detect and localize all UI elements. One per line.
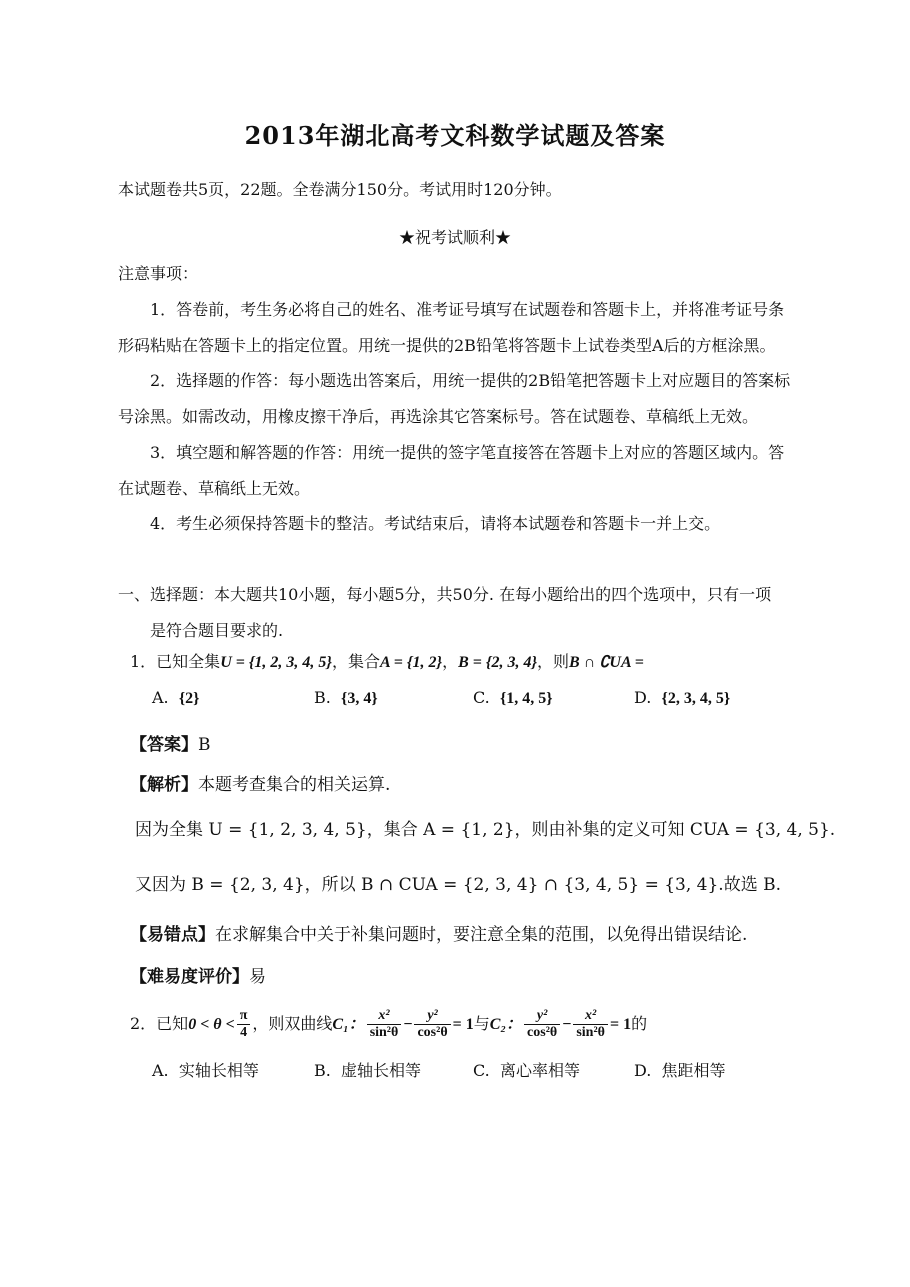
blessing-text: ★祝考试顺利★ (398, 228, 511, 247)
fraction-denominator: sin²θ (576, 1025, 605, 1040)
q1-expression: B ∩ ∁UA = (569, 654, 644, 671)
option-label: C. (473, 1061, 490, 1080)
q2-fraction-2 (414, 1008, 450, 1041)
option-label: A. (152, 688, 169, 707)
question-2-stem (130, 1004, 647, 1045)
q1-option-b[interactable] (314, 688, 378, 708)
option-label: C. (473, 688, 490, 707)
note-2-line-2: 号涂黑。如需改动，用橡皮擦干净后，再选涂其它答案标号。答在试题卷、草稿纸上无效。 (118, 407, 759, 426)
page-title: 2013年湖北高考文科数学试题及答案 (244, 121, 666, 150)
note-4-line-1: 4．考生必须保持答题卡的整洁。考试结束后，请将本试题卷和答题卡一并上交。 (150, 514, 721, 533)
q1-set-b: B = {2, 3, 4} (458, 654, 538, 671)
fraction-denominator: cos²θ (417, 1025, 448, 1040)
fraction-numerator: y² (414, 1008, 450, 1025)
option-value: 实轴长相等 (178, 1061, 259, 1080)
q2-fraction-1 (367, 1008, 402, 1041)
option-value: {1, 4, 5} (499, 690, 553, 707)
q2-condition-fraction (237, 1008, 251, 1041)
fraction-numerator: x² (367, 1008, 402, 1025)
q2-option-b[interactable] (314, 1058, 421, 1081)
q2-option-a[interactable] (152, 1058, 259, 1081)
q2-with: 与 (473, 1014, 490, 1033)
note-3-line-2: 在试题卷、草稿纸上无效。 (118, 479, 311, 498)
q2-mid1: ，则双曲线 (252, 1014, 333, 1033)
intro-text: 本试题卷共5页，22题。全卷满分150分。考试用时120分钟。 (118, 180, 562, 199)
q2-condition: 0 < θ < (188, 1016, 235, 1033)
option-label: D. (634, 1061, 652, 1080)
fraction-numerator: y² (524, 1008, 560, 1025)
q1-mid1: ，集合 (332, 652, 381, 671)
option-label: D. (634, 688, 652, 707)
fraction-denominator: cos²θ (527, 1025, 558, 1040)
q1-prefix: 1．已知全集 (130, 652, 221, 671)
note-3-line-1: 3．填空题和解答题的作答：用统一提供的签字笔直接答在答题卡上对应的答题区域内。答 (150, 443, 785, 462)
option-label: B. (314, 688, 331, 707)
difficulty-text: 易 (249, 967, 266, 987)
option-value: 离心率相等 (499, 1061, 580, 1080)
q1-answer (130, 730, 211, 755)
q2-option-d[interactable] (634, 1058, 726, 1081)
equals-one: = 1 (452, 1016, 474, 1033)
fraction-numerator: x² (573, 1008, 608, 1025)
minus-sign: − (562, 1016, 572, 1033)
analysis-tag: 【解析】 (130, 775, 198, 795)
option-label: A. (152, 1061, 169, 1080)
answer-value: B (198, 735, 211, 755)
difficulty-tag: 【难易度评价】 (130, 967, 249, 987)
q2-option-c[interactable] (473, 1058, 580, 1081)
q2-fraction-4 (573, 1008, 608, 1041)
section-heading-line-2: 是符合题目要求的. (150, 621, 284, 640)
pitfall-tag: 【易错点】 (130, 925, 215, 945)
option-value: 焦距相等 (661, 1061, 726, 1080)
fraction-denominator: 4 (240, 1025, 248, 1040)
q1-universal-set: U = {1, 2, 3, 4, 5} (220, 654, 332, 671)
answer-tag: 【答案】 (130, 735, 198, 755)
option-value: {2} (178, 690, 200, 707)
option-label: B. (314, 1061, 331, 1080)
q1-difficulty (130, 962, 266, 987)
q1-option-c[interactable] (473, 688, 553, 708)
option-value: 虚轴长相等 (341, 1061, 422, 1080)
analysis-text: 本题考查集合的相关运算. (198, 775, 391, 795)
q1-solution-line-1: 因为全集 U = {1, 2, 3, 4, 5}，集合 A = {1, 2}，则由补集的定义可知 CUA = {3, 4, 5}. (135, 820, 836, 840)
fraction-denominator: sin²θ (369, 1025, 399, 1040)
q1-option-d[interactable] (634, 688, 730, 708)
option-value: {2, 3, 4, 5} (661, 690, 731, 707)
section-heading-line-1: 一、选择题：本大题共10小题，每小题5分，共50分. 在每小题给出的四个选项中，只有一项 (118, 585, 772, 604)
q1-set-a: A = {1, 2} (380, 654, 443, 671)
q2-curve-c1: C₁： (332, 1016, 365, 1033)
note-2-line-1: 2．选择题的作答：每小题选出答案后，用统一提供的2B铅笔把答题卡上对应题目的答案标 (150, 371, 791, 390)
fraction-numerator: π (237, 1008, 251, 1025)
q1-analysis (130, 770, 390, 795)
notice-heading: 注意事项： (118, 264, 199, 283)
q1-option-a[interactable] (152, 688, 199, 708)
q2-curve-c2: C₂： (489, 1016, 523, 1033)
equals-one: = 1 (609, 1016, 632, 1033)
q1-mid3: ，则 (537, 652, 570, 671)
question-1-stem (130, 652, 644, 673)
option-value: {3, 4} (341, 690, 378, 707)
q2-tail: 的 (631, 1014, 648, 1033)
note-1-line-1: 1．答卷前，考生务必将自己的姓名、准考证号填写在试题卷和答题卡上，并将准考证号条 (150, 300, 785, 319)
q2-fraction-3 (524, 1008, 560, 1041)
q1-mid2: ， (442, 652, 459, 671)
q2-prefix: 2．已知 (130, 1014, 189, 1033)
q1-pitfall (130, 920, 747, 945)
note-1-line-2: 形码粘贴在答题卡上的指定位置。用统一提供的2B铅笔将答题卡上试卷类型A后的方框涂黑。 (118, 336, 776, 355)
q1-solution-line-2: 又因为 B = {2, 3, 4}，所以 B ∩ CUA = {2, 3, 4} ∩ {3, 4, 5} = {3, 4}.故选 B. (135, 875, 781, 895)
pitfall-text: 在求解集合中关于补集问题时，要注意全集的范围，以免得出错误结论. (215, 925, 748, 945)
minus-sign: − (403, 1016, 413, 1033)
